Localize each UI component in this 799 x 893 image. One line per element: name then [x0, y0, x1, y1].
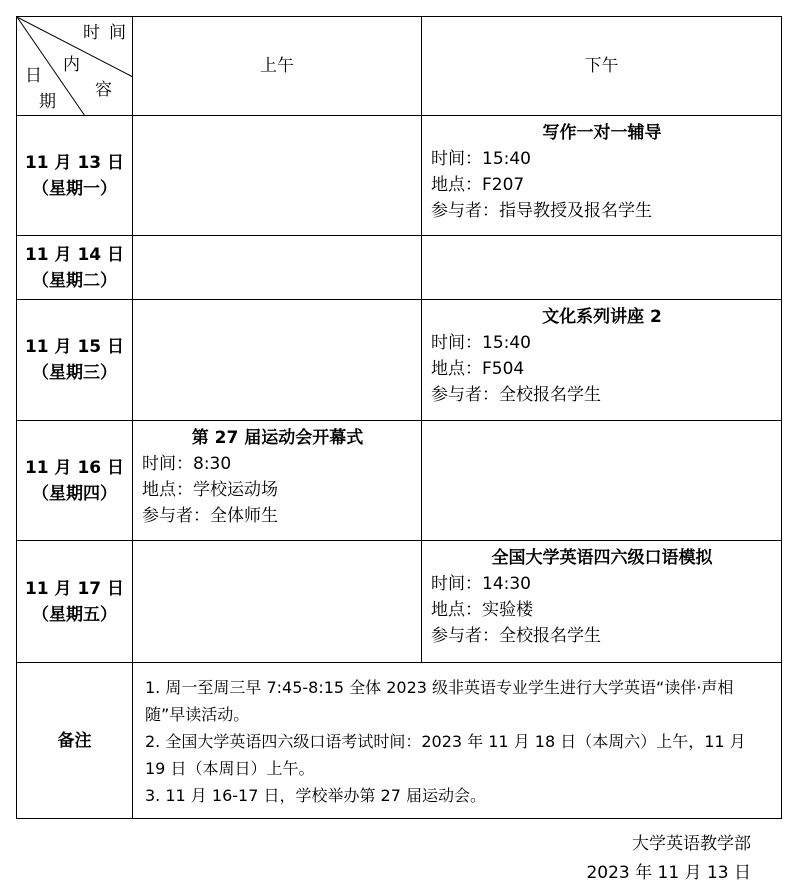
pm-event-cell: [422, 300, 782, 421]
diagonal-header-cell: [17, 17, 133, 116]
header-row: [17, 17, 782, 116]
date-cell: [17, 541, 133, 663]
am-cell-empty: [133, 116, 422, 236]
date-cell: [17, 300, 133, 421]
header-content-char-1: 内: [63, 55, 80, 75]
am-cell-empty: [133, 300, 422, 421]
event-place: 地点：实验楼: [431, 600, 533, 620]
table-row: [17, 116, 782, 236]
notes-label: 备注: [17, 663, 133, 819]
date-cell: [17, 421, 133, 541]
date-text: 11 月 17 日: [24, 578, 125, 599]
pm-cell-empty: [422, 421, 782, 541]
event-participants: 参与者：全体师生: [142, 506, 278, 526]
event-time: 时间：15:40: [431, 333, 531, 353]
date-text: 11 月 13 日: [24, 152, 125, 173]
pm-cell-empty: [422, 236, 782, 300]
event-time: 时间：15:40: [431, 149, 531, 169]
event-time: 时间：14:30: [431, 574, 531, 594]
table-row: [17, 541, 782, 663]
header-date-char-2: 期: [39, 92, 56, 112]
event-participants: 参与者：全校报名学生: [431, 626, 601, 646]
date-cell: [17, 116, 133, 236]
weekday-text: （星期三）: [32, 363, 117, 383]
event-participants: 参与者：全校报名学生: [431, 385, 601, 405]
footer-date: 2023 年 11 月 13 日: [586, 863, 751, 883]
note-item: 1. 周一至周三早 7:45-8:15 全体 2023 级非英语专业学生进行大学英语“读伴·声相随”早读活动。: [145, 678, 734, 724]
schedule-table: [16, 16, 782, 819]
date-text: 11 月 16 日: [24, 457, 125, 478]
event-title: 第 27 届运动会开幕式: [191, 428, 364, 448]
pm-event-cell: [422, 116, 782, 236]
event-place: 地点：F207: [431, 175, 525, 195]
weekday-text: （星期一）: [32, 178, 117, 199]
note-item: 2. 全国大学英语四六级口语考试时间：2023 年 11 月 18 日（本周六）上午，11 月 19 日（本周日）上午。: [145, 732, 746, 778]
table-row: [17, 300, 782, 421]
event-place: 地点：F504: [431, 359, 525, 379]
pm-event-cell: [422, 541, 782, 663]
table-row: [17, 236, 782, 300]
date-cell: [17, 236, 133, 300]
weekday-text: （星期四）: [32, 483, 117, 504]
table-row: [17, 421, 782, 541]
weekday-text: （星期二）: [32, 270, 117, 291]
header-time-char-1: 时: [83, 23, 100, 43]
date-text: 11 月 14 日: [24, 244, 125, 265]
event-time: 时间：8:30: [142, 454, 232, 474]
notes-row: [17, 663, 782, 819]
note-item: 3. 11 月 16-17 日，学校举办第 27 届运动会。: [145, 786, 486, 805]
am-cell-empty: [133, 541, 422, 663]
event-place: 地点：学校运动场: [142, 480, 278, 500]
notes-cell: [133, 663, 782, 819]
event-title: 全国大学英语四六级口语模拟: [491, 548, 713, 568]
header-pm: 下午: [422, 17, 782, 116]
event-participants: 参与者：指导教授及报名学生: [431, 201, 652, 221]
header-date-char-1: 日: [25, 66, 42, 86]
header-content-char-2: 容: [95, 80, 112, 100]
date-text: 11 月 15 日: [24, 337, 125, 357]
am-cell-empty: [133, 236, 422, 300]
header-time-char-2: 间: [109, 23, 126, 43]
event-title: 写作一对一辅导: [542, 123, 662, 143]
weekday-text: （星期五）: [32, 604, 117, 625]
am-event-cell: [133, 421, 422, 541]
event-title: 文化系列讲座 2: [542, 307, 662, 327]
header-am: 上午: [133, 17, 422, 116]
footer-department: 大学英语教学部: [632, 834, 751, 854]
